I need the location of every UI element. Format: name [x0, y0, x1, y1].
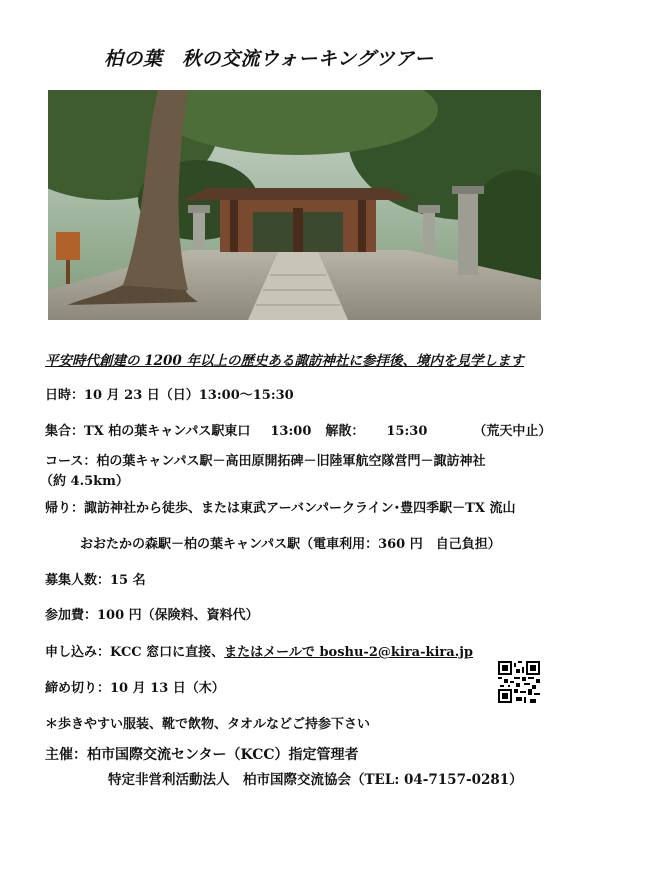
- meeting-label: 集合：TX 柏の葉キャンパス駅東口: [45, 424, 251, 439]
- date-line: 日時：10 月 23 日（日）13:00～15:30: [45, 388, 294, 403]
- organizer-line-2: 特定非営利活動法人 柏市国際交流協会（TEL: 04-7157-0281）: [108, 772, 523, 788]
- return-line-1: 帰り：諏訪神社から徒歩、または東武アーバンパークライン･豊四季駅－TX 流山: [45, 501, 516, 516]
- apply-line: [45, 641, 473, 660]
- meeting-line: [45, 420, 551, 439]
- weather-note: （荒天中止）: [473, 424, 552, 439]
- email-link[interactable]: またはメールで boshu-2@kira-kira.jp: [224, 645, 474, 660]
- return-line-2: おおたかの森駅－柏の葉キャンパス駅（電車利用：360 円 自己負担）: [80, 537, 501, 552]
- apply-prefix: 申し込み：KCC 窓口に直接、: [45, 645, 225, 660]
- fee-line: 参加費：100 円（保険料、資料代）: [45, 608, 259, 623]
- dismiss-label: 解散：: [325, 424, 365, 439]
- page-title: 柏の葉 秋の交流ウォーキングツアー: [104, 48, 434, 70]
- meeting-time: 13:00: [270, 424, 312, 439]
- qr-code-icon[interactable]: [498, 661, 540, 703]
- deadline-line: 締め切り：10 月 13 日（木）: [45, 681, 225, 696]
- organizer-line-1: 主催：柏市国際交流センター（KCC）指定管理者: [45, 747, 359, 763]
- shrine-photo: [48, 90, 541, 320]
- capacity-line: 募集人数：15 名: [45, 573, 146, 588]
- dismiss-time: 15:30: [386, 424, 428, 439]
- headline: 平安時代創建の 1200 年以上の歴史ある諏訪神社に参拝後、境内を見学します: [45, 353, 524, 369]
- note-line: ＊歩きやすい服装、靴で飲物、タオルなどご持参下さい: [45, 717, 371, 732]
- course-line-1: コース：柏の葉キャンパス駅－高田原開拓碑－旧陸軍航空隊営門－諏訪神社: [45, 454, 486, 469]
- course-line-2: （約 4.5km）: [40, 474, 129, 489]
